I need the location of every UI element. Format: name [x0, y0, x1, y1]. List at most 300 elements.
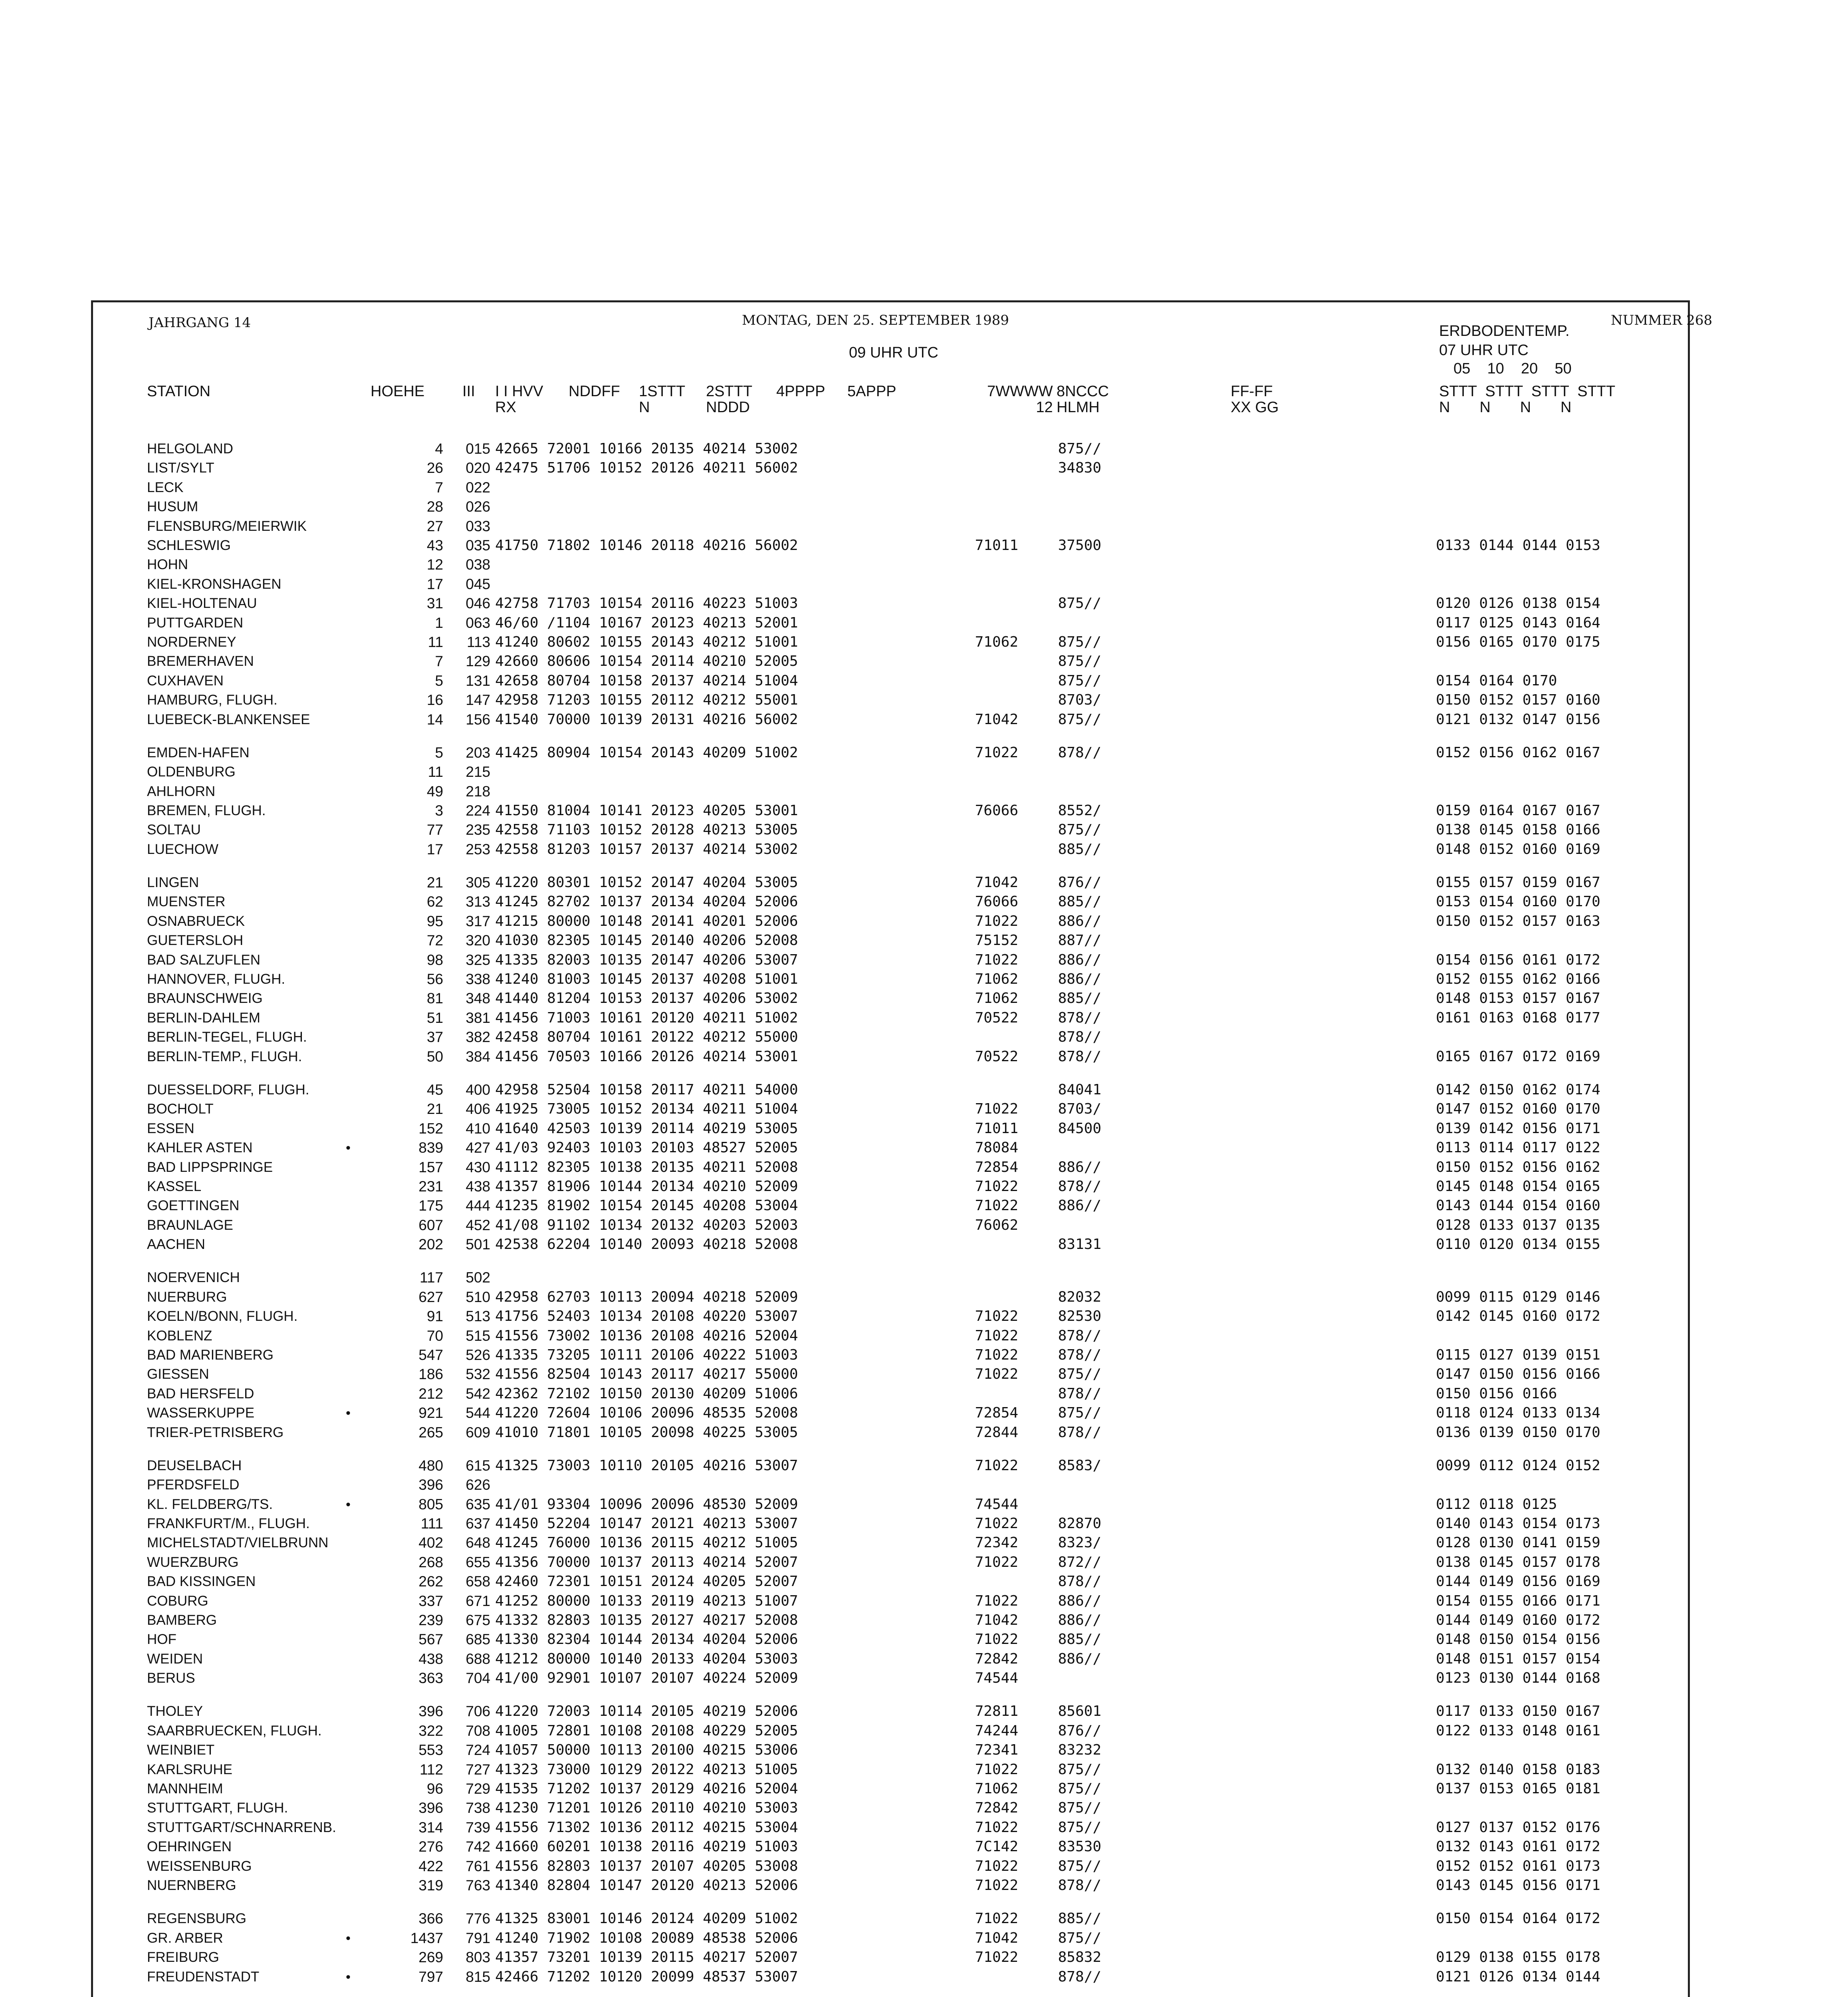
station-id: 313: [466, 893, 490, 910]
station-name: WASSERKUPPE: [147, 1405, 255, 1421]
group-8nccc: 37500: [1058, 537, 1101, 554]
group-8nccc: 875//: [1058, 1405, 1101, 1421]
station-id: 791: [466, 1930, 490, 1946]
station-name: BERUS: [147, 1670, 195, 1686]
group-7wwww: 72844: [975, 1424, 1018, 1441]
group-7wwww: 71062: [975, 990, 1018, 1006]
col-2sttt: 2STTT NDDD: [706, 383, 753, 416]
station-height: 91: [426, 1308, 443, 1324]
synop-groups: 41/03 92403 10103 20103 48527 52005: [495, 1139, 798, 1156]
soil-temps: 0129 0138 0155 0178: [1436, 1949, 1600, 1965]
group-8nccc: 878//: [1058, 1029, 1101, 1045]
station-height: 31: [426, 595, 443, 611]
synop-groups: 42958 62703 10113 20094 40218 52009: [495, 1289, 798, 1305]
group-8nccc: 886//: [1058, 1593, 1101, 1609]
soil-temps: 0144 0149 0156 0169: [1436, 1573, 1600, 1590]
station-name: BRAUNLAGE: [147, 1217, 233, 1233]
station-id: 203: [466, 744, 490, 761]
station-height: 322: [418, 1723, 443, 1739]
station-name: BOCHOLT: [147, 1101, 214, 1117]
synop-groups: 42458 80704 10161 20122 40212 55000: [495, 1029, 798, 1045]
station-id: 113: [467, 634, 490, 650]
synop-groups: 41456 71003 10161 20120 40211 51002: [495, 1010, 798, 1026]
synop-groups: 41425 80904 10154 20143 40209 51002: [495, 744, 798, 761]
group-7wwww: 71022: [975, 1554, 1018, 1570]
station-height: 3: [435, 802, 443, 819]
station-name: NOERVENICH: [147, 1270, 240, 1285]
station-name: BAMBERG: [147, 1612, 217, 1628]
station-id: 218: [466, 783, 490, 800]
soil-temps: 0143 0145 0156 0171: [1436, 1877, 1600, 1894]
group-8nccc: 875//: [1058, 1761, 1101, 1778]
soil-temps: 0143 0144 0154 0160: [1436, 1197, 1600, 1214]
station-height: 70: [426, 1328, 443, 1344]
col-iii: III: [462, 383, 475, 400]
group-7wwww: 76062: [975, 1217, 1018, 1233]
station-height: 269: [418, 1949, 443, 1965]
station-height: 21: [426, 1101, 443, 1117]
soil-temps: 0138 0145 0157 0178: [1436, 1554, 1600, 1570]
station-id: 305: [466, 874, 490, 891]
report-date: MONTAG, DEN 25. SEPTEMBER 1989: [742, 312, 1009, 328]
soil-temps: 0123 0130 0144 0168: [1436, 1670, 1600, 1686]
group-8nccc: 875//: [1058, 1819, 1101, 1836]
station-name: SAARBRUECKEN, FLUGH.: [147, 1723, 322, 1739]
group-7wwww: 71022: [975, 1101, 1018, 1117]
synop-groups: 41535 71202 10137 20129 40216 52004: [495, 1781, 798, 1797]
station-height: 95: [426, 913, 443, 929]
jahrgang-label: JAHRGANG 14: [149, 315, 251, 331]
synop-groups: 41356 70000 10137 20113 40214 52007: [495, 1554, 798, 1570]
group-8nccc: 886//: [1058, 971, 1101, 987]
station-id: 742: [466, 1838, 490, 1855]
soil-temps: 0120 0126 0138 0154: [1436, 595, 1600, 611]
soil-temps: 0142 0150 0162 0174: [1436, 1082, 1600, 1098]
station-id: 738: [466, 1800, 490, 1816]
group-8nccc: 875//: [1058, 1800, 1101, 1816]
group-8nccc: 84500: [1058, 1120, 1101, 1137]
station-id: 348: [466, 990, 490, 1006]
station-height: 276: [418, 1838, 443, 1855]
group-7wwww: 78084: [975, 1139, 1018, 1156]
group-7wwww: 70522: [975, 1010, 1018, 1026]
group-8nccc: 886//: [1058, 1651, 1101, 1667]
station-height: 202: [418, 1236, 443, 1253]
soil-temps: 0148 0152 0160 0169: [1436, 841, 1600, 858]
station-height: 112: [420, 1761, 443, 1778]
soil-temps: 0127 0137 0152 0176: [1436, 1819, 1600, 1836]
station-height: 480: [418, 1457, 443, 1474]
bergstation-marker: •: [346, 1497, 351, 1512]
station-id: 803: [466, 1949, 490, 1965]
station-height: 797: [418, 1969, 443, 1985]
station-name: STUTTGART, FLUGH.: [147, 1800, 288, 1816]
synop-groups: 41540 70000 10139 20131 40216 56002: [495, 711, 798, 728]
group-7wwww: 71022: [975, 952, 1018, 968]
station-id: 035: [466, 537, 490, 554]
station-height: 337: [418, 1593, 443, 1609]
station-height: 422: [418, 1858, 443, 1874]
station-name: BREMERHAVEN: [147, 653, 254, 669]
col-4pppp: 4PPPP: [776, 383, 825, 400]
group-8nccc: 876//: [1058, 874, 1101, 891]
synop-groups: 41030 82305 10145 20140 40206 52008: [495, 932, 798, 949]
soil-temps: 0128 0133 0137 0135: [1436, 1217, 1600, 1233]
station-id: 648: [466, 1534, 490, 1551]
group-8nccc: 878//: [1058, 1573, 1101, 1590]
station-name: STUTTGART/SCHNARRENB.: [147, 1820, 336, 1835]
group-7wwww: 72854: [975, 1159, 1018, 1175]
station-id: 224: [466, 802, 490, 819]
group-8nccc: 885//: [1058, 893, 1101, 910]
group-8nccc: 872//: [1058, 1554, 1101, 1570]
group-7wwww: 71022: [975, 1457, 1018, 1474]
synop-groups: 41/08 91102 10134 20132 40203 52003: [495, 1217, 798, 1233]
synop-groups: 42538 62204 10140 20093 40218 52008: [495, 1236, 798, 1253]
synop-groups: 41010 71801 10105 20098 40225 53005: [495, 1424, 798, 1441]
station-id: 502: [466, 1269, 490, 1286]
soil-temps: 0115 0127 0139 0151: [1436, 1347, 1600, 1363]
group-7wwww: 71022: [975, 1819, 1018, 1836]
group-8nccc: 875//: [1058, 441, 1101, 457]
group-8nccc: 878//: [1058, 1969, 1101, 1985]
station-name: BAD KISSINGEN: [147, 1574, 256, 1589]
station-height: 81: [426, 990, 443, 1006]
station-id: 444: [466, 1197, 490, 1214]
station-name: NUERNBERG: [147, 1878, 236, 1893]
station-name: BAD HERSFELD: [147, 1386, 254, 1401]
station-id: 046: [466, 595, 490, 611]
station-height: 56: [426, 971, 443, 987]
col-soil: STTT STTT STTT STTT N N N N: [1439, 383, 1616, 416]
soil-temps: 0148 0151 0157 0154: [1436, 1651, 1600, 1667]
station-id: 658: [466, 1573, 490, 1590]
col-hoehe: HOEHE: [371, 383, 425, 400]
station-name: LECK: [147, 480, 184, 495]
station-name: EMDEN-HAFEN: [147, 745, 250, 760]
station-id: 325: [466, 952, 490, 968]
synop-groups: 41240 80602 10155 20143 40212 51001: [495, 634, 798, 650]
station-name: GOETTINGEN: [147, 1198, 240, 1213]
group-8nccc: 878//: [1058, 1877, 1101, 1894]
station-height: 396: [418, 1800, 443, 1816]
group-8nccc: 875//: [1058, 634, 1101, 650]
report-time: 09 UHR UTC: [849, 344, 938, 361]
synop-groups: 41212 80000 10140 20133 40204 53003: [495, 1651, 798, 1667]
station-height: 175: [418, 1197, 443, 1214]
station-height: 805: [418, 1496, 443, 1513]
station-id: 815: [466, 1969, 490, 1985]
synop-groups: 41245 76000 10136 20115 40212 51005: [495, 1534, 798, 1551]
station-height: 268: [418, 1554, 443, 1570]
station-id: 704: [466, 1670, 490, 1686]
station-height: 607: [418, 1217, 443, 1233]
col-nddff: NDDFF: [569, 383, 620, 400]
station-name: FREIBURG: [147, 1949, 219, 1965]
synop-groups: 41340 82804 10147 20120 40213 52006: [495, 1877, 798, 1894]
group-7wwww: 71042: [975, 874, 1018, 891]
soil-temps: 0150 0152 0157 0160: [1436, 692, 1600, 708]
synop-groups: 41556 82504 10143 20117 40217 55000: [495, 1366, 798, 1382]
station-name: HAMBURG, FLUGH.: [147, 692, 278, 708]
soil-temps: 0110 0120 0134 0155: [1436, 1236, 1600, 1253]
soil-temps: 0152 0155 0162 0166: [1436, 971, 1600, 987]
group-7wwww: 71011: [975, 1120, 1018, 1137]
synop-groups: 41/01 93304 10096 20096 48530 52009: [495, 1496, 798, 1513]
group-8nccc: 878//: [1058, 744, 1101, 761]
group-7wwww: 76066: [975, 802, 1018, 819]
station-id: 400: [466, 1082, 490, 1098]
station-height: 186: [418, 1366, 443, 1382]
group-7wwww: 74244: [975, 1723, 1018, 1739]
station-height: 921: [418, 1405, 443, 1421]
synop-groups: 41556 71302 10136 20112 40215 53004: [495, 1819, 798, 1836]
station-height: 839: [418, 1139, 443, 1156]
station-height: 1437: [410, 1930, 443, 1946]
station-id: 033: [466, 518, 490, 534]
soil-temps: 0155 0157 0159 0167: [1436, 874, 1600, 891]
station-name: SOLTAU: [147, 822, 201, 838]
station-height: 157: [418, 1159, 443, 1175]
station-height: 62: [426, 893, 443, 910]
station-height: 396: [418, 1703, 443, 1719]
synop-groups: 41925 73005 10152 20134 40211 51004: [495, 1101, 798, 1117]
soil-temps: 0161 0163 0168 0177: [1436, 1010, 1600, 1026]
soil-temps: 0150 0152 0157 0163: [1436, 913, 1600, 929]
station-name: MUENSTER: [147, 894, 226, 909]
station-height: 396: [418, 1477, 443, 1493]
soil-temps: 0139 0142 0156 0171: [1436, 1120, 1600, 1137]
station-id: 317: [466, 913, 490, 929]
group-8nccc: 83131: [1058, 1236, 1101, 1253]
station-id: 706: [466, 1703, 490, 1719]
station-name: MANNHEIM: [147, 1781, 223, 1797]
group-7wwww: 71062: [975, 634, 1018, 650]
station-height: 7: [435, 479, 443, 496]
station-height: 49: [426, 783, 443, 800]
station-name: HOF: [147, 1632, 176, 1647]
group-7wwww: 71022: [975, 1631, 1018, 1648]
synop-groups: 42958 52504 10158 20117 40211 54000: [495, 1082, 798, 1098]
station-height: 314: [418, 1819, 443, 1836]
synop-groups: 41230 71201 10126 20110 40210 53003: [495, 1800, 798, 1816]
station-height: 14: [426, 711, 443, 728]
station-name: FRANKFURT/M., FLUGH.: [147, 1516, 310, 1531]
station-name: WEINBIET: [147, 1742, 215, 1758]
synop-groups: 41550 81004 10141 20123 40205 53001: [495, 802, 798, 819]
station-height: 319: [418, 1877, 443, 1894]
synop-groups: 41750 71802 10146 20118 40216 56002: [495, 537, 798, 554]
station-id: 729: [466, 1781, 490, 1797]
group-7wwww: 71022: [975, 1910, 1018, 1927]
station-name: KOELN/BONN, FLUGH.: [147, 1308, 298, 1324]
group-7wwww: 71022: [975, 1178, 1018, 1195]
station-name: NUERBURG: [147, 1289, 227, 1305]
soil-temps: 0113 0114 0117 0122: [1436, 1139, 1600, 1156]
group-7wwww: 72854: [975, 1405, 1018, 1421]
station-name: BERLIN-DAHLEM: [147, 1010, 260, 1026]
group-8nccc: 885//: [1058, 990, 1101, 1006]
station-name: PFERDSFELD: [147, 1477, 240, 1493]
station-name: DUESSELDORF, FLUGH.: [147, 1082, 309, 1098]
station-height: 26: [426, 460, 443, 476]
station-id: 015: [466, 441, 490, 457]
station-height: 438: [418, 1651, 443, 1667]
synop-groups: 42558 71103 10152 20128 40213 53005: [495, 822, 798, 838]
group-8nccc: 886//: [1058, 913, 1101, 929]
group-8nccc: 82530: [1058, 1308, 1101, 1324]
soil-temps: 0099 0115 0129 0146: [1436, 1289, 1600, 1305]
group-8nccc: 887//: [1058, 932, 1101, 949]
station-name: WEISSENBURG: [147, 1858, 252, 1874]
station-name: KASSEL: [147, 1179, 202, 1194]
soil-temps: 0154 0156 0161 0172: [1436, 952, 1600, 968]
soil-temps: 0117 0133 0150 0167: [1436, 1703, 1600, 1719]
station-name: KARLSRUHE: [147, 1762, 232, 1777]
soil-temps: 0148 0153 0157 0167: [1436, 990, 1600, 1006]
station-id: 235: [466, 822, 490, 838]
station-height: 402: [418, 1534, 443, 1551]
station-id: 338: [466, 971, 490, 987]
station-name: TRIER-PETRISBERG: [147, 1425, 284, 1440]
group-8nccc: 34830: [1058, 460, 1101, 476]
group-7wwww: 71022: [975, 744, 1018, 761]
station-id: 438: [466, 1178, 490, 1195]
station-height: 212: [418, 1386, 443, 1402]
station-name: OLDENBURG: [147, 764, 236, 780]
station-id: 131: [466, 673, 490, 689]
station-name: FLENSBURG/MEIERWIK: [147, 518, 307, 534]
station-height: 152: [418, 1120, 443, 1137]
group-8nccc: 8583/: [1058, 1457, 1101, 1474]
synop-groups: 41240 81003 10145 20137 40208 51001: [495, 971, 798, 987]
soil-temps: 0138 0145 0158 0166: [1436, 822, 1600, 838]
synop-groups: 42658 80704 10158 20137 40214 51004: [495, 673, 798, 689]
group-8nccc: 878//: [1058, 1424, 1101, 1441]
synop-groups: 41357 81906 10144 20134 40210 52009: [495, 1178, 798, 1195]
col-ffff: FF-FF XX GG: [1231, 383, 1279, 416]
station-height: 5: [435, 673, 443, 689]
group-7wwww: 72842: [975, 1651, 1018, 1667]
station-height: 17: [426, 576, 443, 592]
synop-groups: 42558 81203 10157 20137 40214 53002: [495, 841, 798, 858]
synop-groups: 41323 73000 10129 20122 40213 51005: [495, 1761, 798, 1778]
soil-temp-time: 07 UHR UTC: [1439, 342, 1529, 359]
synop-groups: 42460 72301 10151 20124 40205 52007: [495, 1573, 798, 1590]
station-id: 253: [466, 841, 490, 858]
station-id: 063: [466, 615, 490, 631]
group-7wwww: 7C142: [975, 1838, 1018, 1855]
synop-groups: 41/00 92901 10107 20107 40224 52009: [495, 1670, 798, 1686]
synop-groups: 41330 82304 10144 20134 40204 52006: [495, 1631, 798, 1648]
synop-groups: 41640 42503 10139 20114 40219 53005: [495, 1120, 798, 1137]
station-id: 510: [466, 1289, 490, 1305]
station-height: 7: [435, 653, 443, 669]
station-height: 231: [418, 1178, 443, 1195]
group-8nccc: 85601: [1058, 1703, 1101, 1719]
group-8nccc: 8552/: [1058, 802, 1101, 819]
group-8nccc: 886//: [1058, 1159, 1101, 1175]
station-id: 708: [466, 1723, 490, 1739]
bergstation-marker: •: [346, 1405, 351, 1421]
station-height: 37: [426, 1029, 443, 1045]
group-7wwww: 71022: [975, 1328, 1018, 1344]
soil-temps: 0148 0150 0154 0156: [1436, 1631, 1600, 1648]
station-name: GR. ARBER: [147, 1930, 223, 1946]
soil-temps: 0112 0118 0125: [1436, 1496, 1557, 1513]
synop-groups: 41556 73002 10136 20108 40216 52004: [495, 1328, 798, 1344]
group-7wwww: 71022: [975, 1366, 1018, 1382]
synop-groups: 41220 80301 10152 20147 40204 53005: [495, 874, 798, 891]
synop-groups: 41440 81204 10153 20137 40206 53002: [495, 990, 798, 1006]
station-id: 671: [466, 1593, 490, 1609]
soil-temps: 0153 0154 0160 0170: [1436, 893, 1600, 910]
synop-groups: 42475 51706 10152 20126 40211 56002: [495, 460, 798, 476]
group-7wwww: 71022: [975, 1949, 1018, 1965]
station-id: 452: [466, 1217, 490, 1233]
station-id: 406: [466, 1101, 490, 1117]
soil-temps: 0132 0140 0158 0183: [1436, 1761, 1600, 1778]
soil-temps: 0136 0139 0150 0170: [1436, 1424, 1600, 1441]
station-id: 526: [466, 1347, 490, 1363]
station-name: FREUDENSTADT: [147, 1969, 260, 1985]
group-7wwww: 74544: [975, 1670, 1018, 1686]
station-id: 637: [466, 1515, 490, 1532]
station-name: KAHLER ASTEN: [147, 1140, 253, 1155]
synop-groups: 41556 82803 10137 20107 40205 53008: [495, 1858, 798, 1874]
station-height: 12: [426, 556, 443, 573]
station-height: 117: [420, 1269, 443, 1286]
synop-groups: 41240 71902 10108 20089 48538 52006: [495, 1930, 798, 1946]
soil-temps: 0152 0152 0161 0173: [1436, 1858, 1600, 1874]
station-id: 513: [466, 1308, 490, 1324]
synop-groups: 41756 52403 10134 20108 40220 53007: [495, 1308, 798, 1324]
station-name: OEHRINGEN: [147, 1839, 232, 1854]
col-7wwww: 7WWWW 12: [987, 383, 1053, 416]
station-id: 761: [466, 1858, 490, 1874]
station-height: 96: [426, 1781, 443, 1797]
soil-temps: 0150 0156 0166: [1436, 1386, 1557, 1402]
station-name: KOBLENZ: [147, 1328, 212, 1344]
station-height: 45: [426, 1082, 443, 1098]
station-height: 21: [426, 874, 443, 891]
soil-temps: 0147 0150 0156 0166: [1436, 1366, 1600, 1382]
station-name: GIESSEN: [147, 1366, 209, 1382]
station-id: 320: [466, 932, 490, 949]
synop-groups: 41005 72801 10108 20108 40229 52005: [495, 1723, 798, 1739]
col-iihvv: I I HVV RX: [495, 383, 543, 416]
station-name: HELGOLAND: [147, 441, 233, 457]
soil-temps: 0150 0154 0164 0172: [1436, 1910, 1600, 1927]
group-8nccc: 8323/: [1058, 1534, 1101, 1551]
group-8nccc: 82870: [1058, 1515, 1101, 1532]
group-8nccc: 85832: [1058, 1949, 1101, 1965]
station-height: 366: [418, 1910, 443, 1927]
station-name: NORDERNEY: [147, 634, 236, 650]
station-id: 544: [466, 1405, 490, 1421]
station-id: 635: [466, 1496, 490, 1513]
station-height: 28: [426, 498, 443, 515]
station-height: 363: [418, 1670, 443, 1686]
station-name: BAD LIPPSPRINGE: [147, 1159, 273, 1175]
soil-temps: 0156 0165 0170 0175: [1436, 634, 1600, 650]
station-id: 156: [466, 711, 490, 728]
group-7wwww: 71022: [975, 1308, 1018, 1324]
group-7wwww: 72811: [975, 1703, 1018, 1719]
synop-groups: 41335 82003 10135 20147 40206 53007: [495, 952, 798, 968]
station-id: 215: [466, 764, 490, 780]
station-id: 026: [466, 498, 490, 515]
